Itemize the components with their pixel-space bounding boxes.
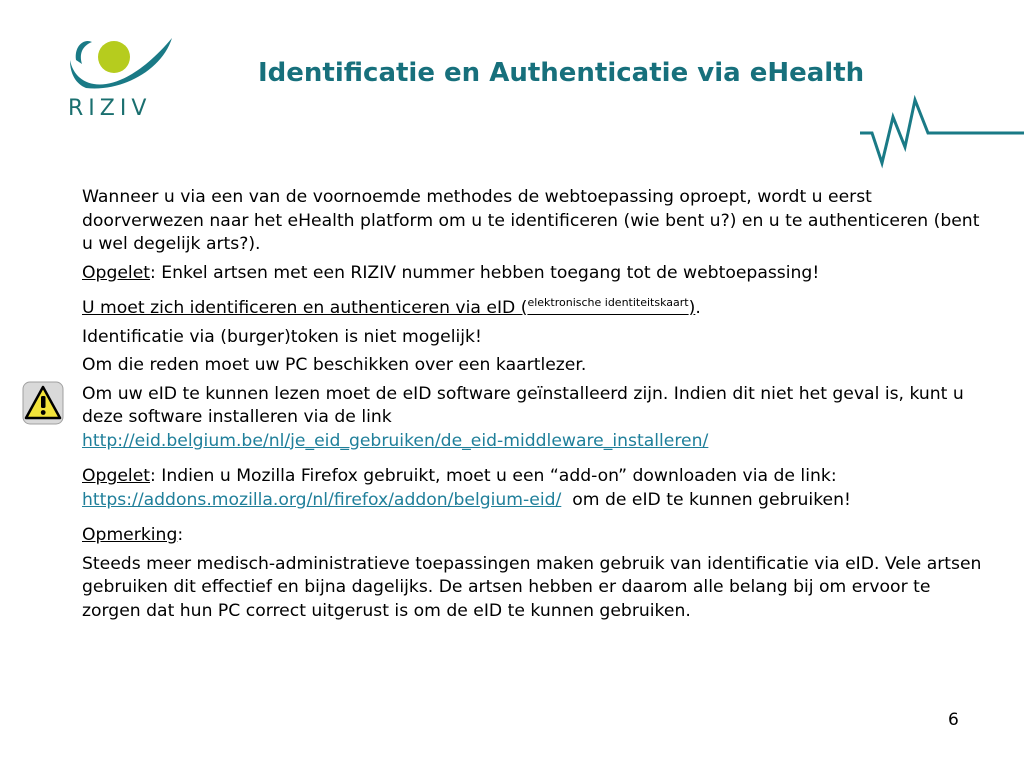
software-paragraph <box>82 383 982 454</box>
firefox-addon-link[interactable]: https://addons.mozilla.org/nl/firefox/addon/belgium-eid/ <box>82 489 562 510</box>
eid-period: . <box>695 298 701 318</box>
note-label: Opgelet <box>82 466 151 486</box>
eid-close-paren: ) <box>688 298 696 318</box>
reader-line: Om die reden moet uw PC beschikken over een kaartlezer. <box>82 355 587 375</box>
intro-paragraph: Wanneer u via een van de voornoemde methodes de webtoepassing oproept, wordt u eerst doorverwezen naar het eHealth platform om u te identificeren (wie bent u?) en u te authenticeren (bent u wel degelijk arts?). <box>82 187 980 254</box>
eid-superscript: elektronische identiteitskaart <box>527 296 689 309</box>
page-number: 6 <box>948 710 959 730</box>
heartbeat-divider-icon <box>0 95 1024 180</box>
eid-requirement <box>82 297 982 321</box>
note-access <box>82 262 982 286</box>
token-line: Identificatie via (burger)token is niet mogelijk! <box>82 326 482 347</box>
logo-text: RIZIV <box>68 96 152 121</box>
remark-label: Opmerking <box>82 525 178 545</box>
warning-icon <box>22 381 64 425</box>
note-firefox-text: : Indien u Mozilla Firefox gebruikt, moet u een “add-on” downloaden via de link: <box>150 466 837 486</box>
note-firefox <box>82 465 982 512</box>
software-text: Om uw eID te kunnen lezen moet de eID software geïnstalleerd zijn. Indien dit niet het geval is, kunt u deze software installeren via de link <box>82 383 964 427</box>
note-label: Opgelet <box>82 262 151 283</box>
eid-main-text: U moet zich identificeren en authenticeren via eID ( <box>82 298 528 318</box>
note-firefox-text-end: om de eID te kunnen gebruiken! <box>561 489 851 510</box>
remark-colon: : <box>177 525 184 545</box>
slide-content <box>82 186 982 623</box>
remark-heading <box>82 524 982 548</box>
eid-middleware-link[interactable]: http://eid.belgium.be/nl/je_eid_gebruiken/de_eid-middleware_installeren/ <box>82 430 709 451</box>
note-text: : Enkel artsen met een RIZIV nummer hebben toegang tot de webtoepassing! <box>150 262 820 283</box>
eid-requirement-text <box>82 298 695 318</box>
page-title: Identificatie en Authenticatie via eHealth <box>258 58 865 88</box>
remark-paragraph: Steeds meer medisch-administratieve toepassingen maken gebruik van identificatie via eID. Vele artsen gebruiken dit effectief en bijna dagelijks. De artsen hebben er daarom alle belang bij om ervoor te zorgen dat hun PC correct uitgerust is om de eID te kunnen gebruiken. <box>82 553 982 621</box>
